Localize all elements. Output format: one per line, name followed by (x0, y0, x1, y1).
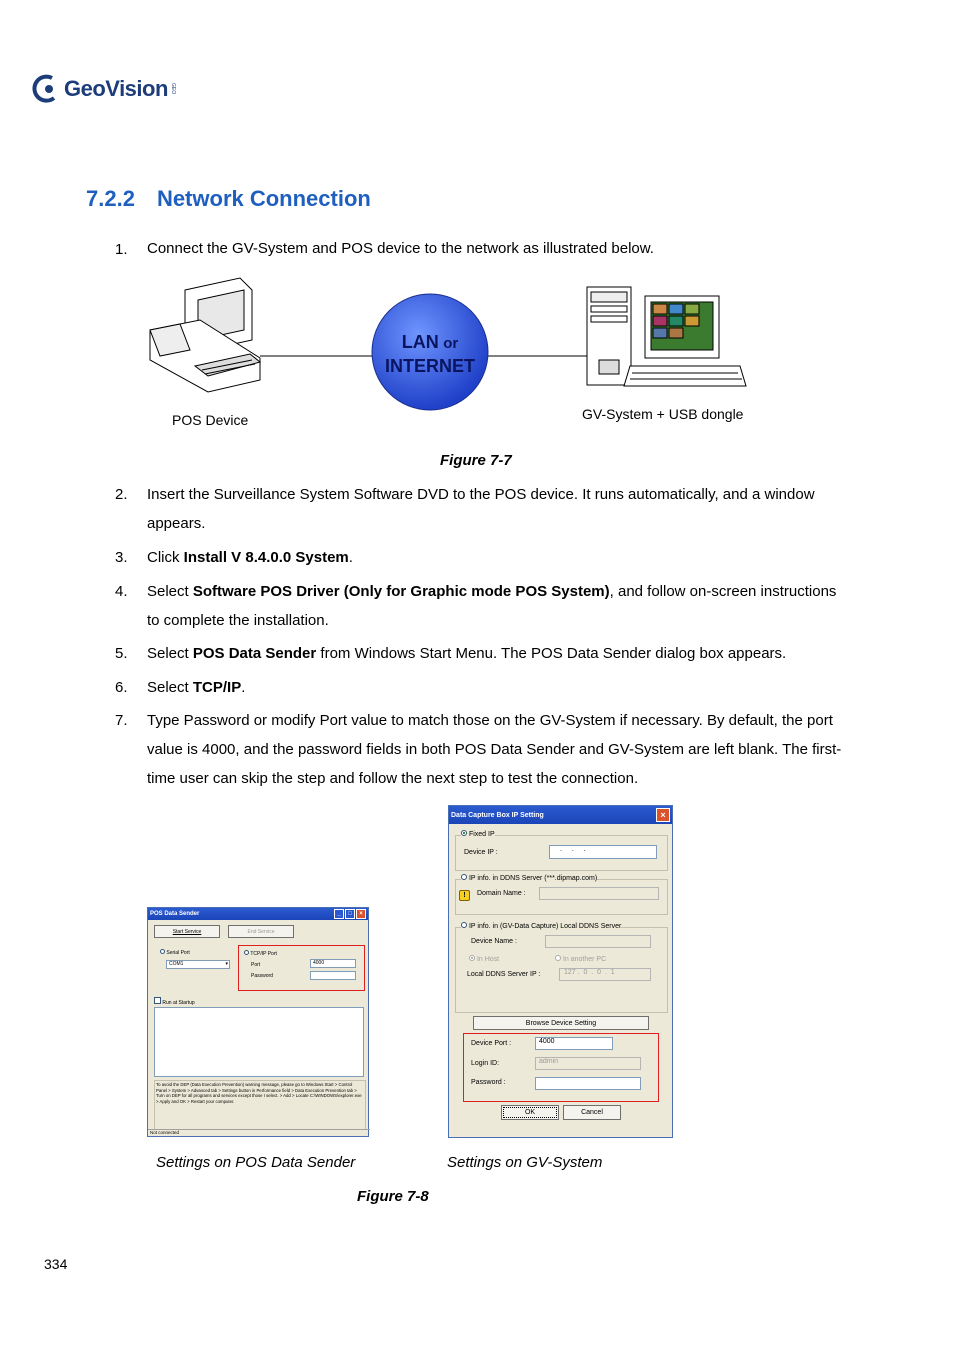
cancel-button[interactable]: Cancel (563, 1105, 621, 1120)
in-another-pc-option[interactable]: In another PC (555, 955, 606, 963)
tcpip-port-option[interactable]: TCP/IP Port (244, 950, 277, 957)
pos-data-sender-window (147, 907, 369, 1137)
step-text: Select POS Data Sender from Windows Start Menu. The POS Data Sender dialog box appears. (147, 645, 787, 662)
step-text: Type Password or modify Port value to match those on the GV-System if necessary. By default, the port value is 4000, and the password fields in both POS Data Sender and GV-System are left blank. The first-time user can skip the step and follow the next step to test the connection. (147, 712, 842, 787)
step-number: 2. (115, 486, 128, 503)
password-input[interactable] (535, 1077, 641, 1090)
run-at-startup-checkbox[interactable] (154, 997, 161, 1004)
minimize-button[interactable]: _ (334, 909, 344, 919)
ddns-option[interactable]: IP info. in DDNS Server (***.dipmap.com) (461, 874, 597, 882)
start-service-button[interactable]: Start Service (154, 925, 220, 938)
page-number: 334 (44, 1256, 68, 1272)
pos-sender-caption: Settings on POS Data Sender (156, 1154, 356, 1171)
fixed-ip-option[interactable]: Fixed IP (461, 830, 495, 838)
log-area[interactable] (154, 1007, 364, 1077)
pos-window-title: POS Data Sender (150, 911, 200, 917)
gv-system-label: GV-System + USB dongle (582, 406, 744, 422)
login-id-label: Login ID: (471, 1060, 500, 1067)
local-ddns-option[interactable]: IP info. in (GV-Data Capture) Local DDNS Server (461, 922, 621, 930)
section-number: 7.2.2 (86, 186, 135, 211)
ok-button[interactable]: OK (501, 1105, 559, 1120)
run-at-startup-option[interactable]: Run at Startup (154, 997, 195, 1006)
pos-device-label: POS Device (172, 412, 249, 428)
step-text: Insert the Surveillance System Software DVD to the POS device. It runs automatically, and a window appears. (147, 486, 815, 532)
pos-data-sender-titlebar (148, 908, 368, 920)
chevron-down-icon: ▾ (225, 961, 228, 967)
step-number: 7. (115, 712, 128, 729)
local-ddns-ip-label: Local DDNS Server IP : (467, 971, 541, 978)
device-port-input[interactable]: 4000 (535, 1037, 613, 1050)
password-label: Password : (471, 1079, 506, 1086)
logo-reg-mark: GEO (169, 83, 176, 95)
dep-notice: To avoid the DEP (Data Execution Prevention) warning message, please go to Windows Start > Control Panel > System > Advanced tab > Settings button in Performance field > Data Execution Prevention tab > Turn on DEP for all programs and services except those I select. > Add > Locate C:\WINDOWS\explorer.exe > Apply and OK > Restart your computer. (154, 1080, 366, 1130)
port-label: Port (251, 962, 261, 968)
maximize-button[interactable]: □ (345, 909, 355, 919)
step-text: Select TCP/IP. (147, 679, 246, 696)
figure-caption: Figure 7-8 (357, 1188, 429, 1205)
geovision-logo (32, 74, 176, 104)
domain-name-input[interactable] (539, 887, 659, 900)
com-port-select[interactable]: COM1 ▾ (166, 960, 230, 969)
step-text: Select Software POS Driver (Only for Graphic mode POS System), and follow on-screen instructions to complete the installation. (147, 583, 837, 629)
section-title: Network Connection (156, 186, 371, 211)
serial-port-option[interactable]: Serial Port (160, 949, 190, 956)
domain-name-label: Domain Name : (477, 890, 526, 897)
gv-window-title: Data Capture Box IP Setting (451, 811, 544, 819)
step-number: 6. (115, 679, 128, 696)
lan-text: LAN (401, 332, 439, 352)
close-button[interactable]: × (656, 808, 670, 822)
warning-icon: ! (459, 890, 470, 901)
step-number: 3. (115, 549, 128, 566)
login-id-input[interactable]: admin (535, 1057, 641, 1070)
pos-device-icon (150, 278, 260, 392)
local-ddns-radio[interactable] (461, 922, 467, 928)
section-heading (86, 186, 371, 212)
password-label: Password (251, 973, 273, 979)
fixed-ip-radio[interactable] (461, 830, 467, 836)
device-name-input[interactable] (545, 935, 651, 948)
figure-caption: Figure 7-7 (440, 452, 512, 469)
end-service-button[interactable]: End Service (228, 925, 294, 938)
status-bar: Not connected (148, 1129, 370, 1138)
gv-system-caption: Settings on GV-System (447, 1154, 603, 1171)
step-number: 1. (115, 241, 128, 258)
data-capture-ip-setting-window (448, 805, 673, 1138)
in-host-option[interactable]: In Host (469, 955, 499, 963)
gv-system-icon (587, 287, 746, 386)
close-button[interactable]: × (356, 909, 366, 919)
device-ip-input[interactable]: . . . (549, 845, 657, 859)
step-number: 4. (115, 583, 128, 600)
device-ip-label: Device IP : (464, 849, 498, 856)
geovision-logo-mark (32, 74, 60, 104)
ddns-radio[interactable] (461, 874, 467, 880)
browse-device-setting-button[interactable]: Browse Device Setting (473, 1016, 649, 1030)
lan-cloud-text (370, 331, 490, 377)
gv-setting-titlebar (449, 806, 672, 824)
step-text: Click Install V 8.4.0.0 System. (147, 549, 353, 566)
tcpip-radio[interactable] (244, 950, 249, 955)
serial-port-radio[interactable] (160, 949, 165, 954)
step-text: Connect the GV-System and POS device to the network as illustrated below. (147, 240, 654, 257)
local-ddns-ip-input[interactable]: 127 . 0 . 0 . 1 (559, 968, 651, 981)
or-text: or (443, 335, 459, 352)
internet-text: INTERNET (385, 356, 475, 376)
in-host-radio[interactable] (469, 955, 475, 961)
port-input[interactable]: 4000 (310, 959, 356, 968)
in-another-pc-radio[interactable] (555, 955, 561, 961)
device-port-label: Device Port : (471, 1040, 512, 1047)
password-input[interactable] (310, 971, 356, 980)
logo-text: GeoVision (64, 76, 168, 101)
device-name-label: Device Name : (471, 938, 517, 945)
step-number: 5. (115, 645, 128, 662)
